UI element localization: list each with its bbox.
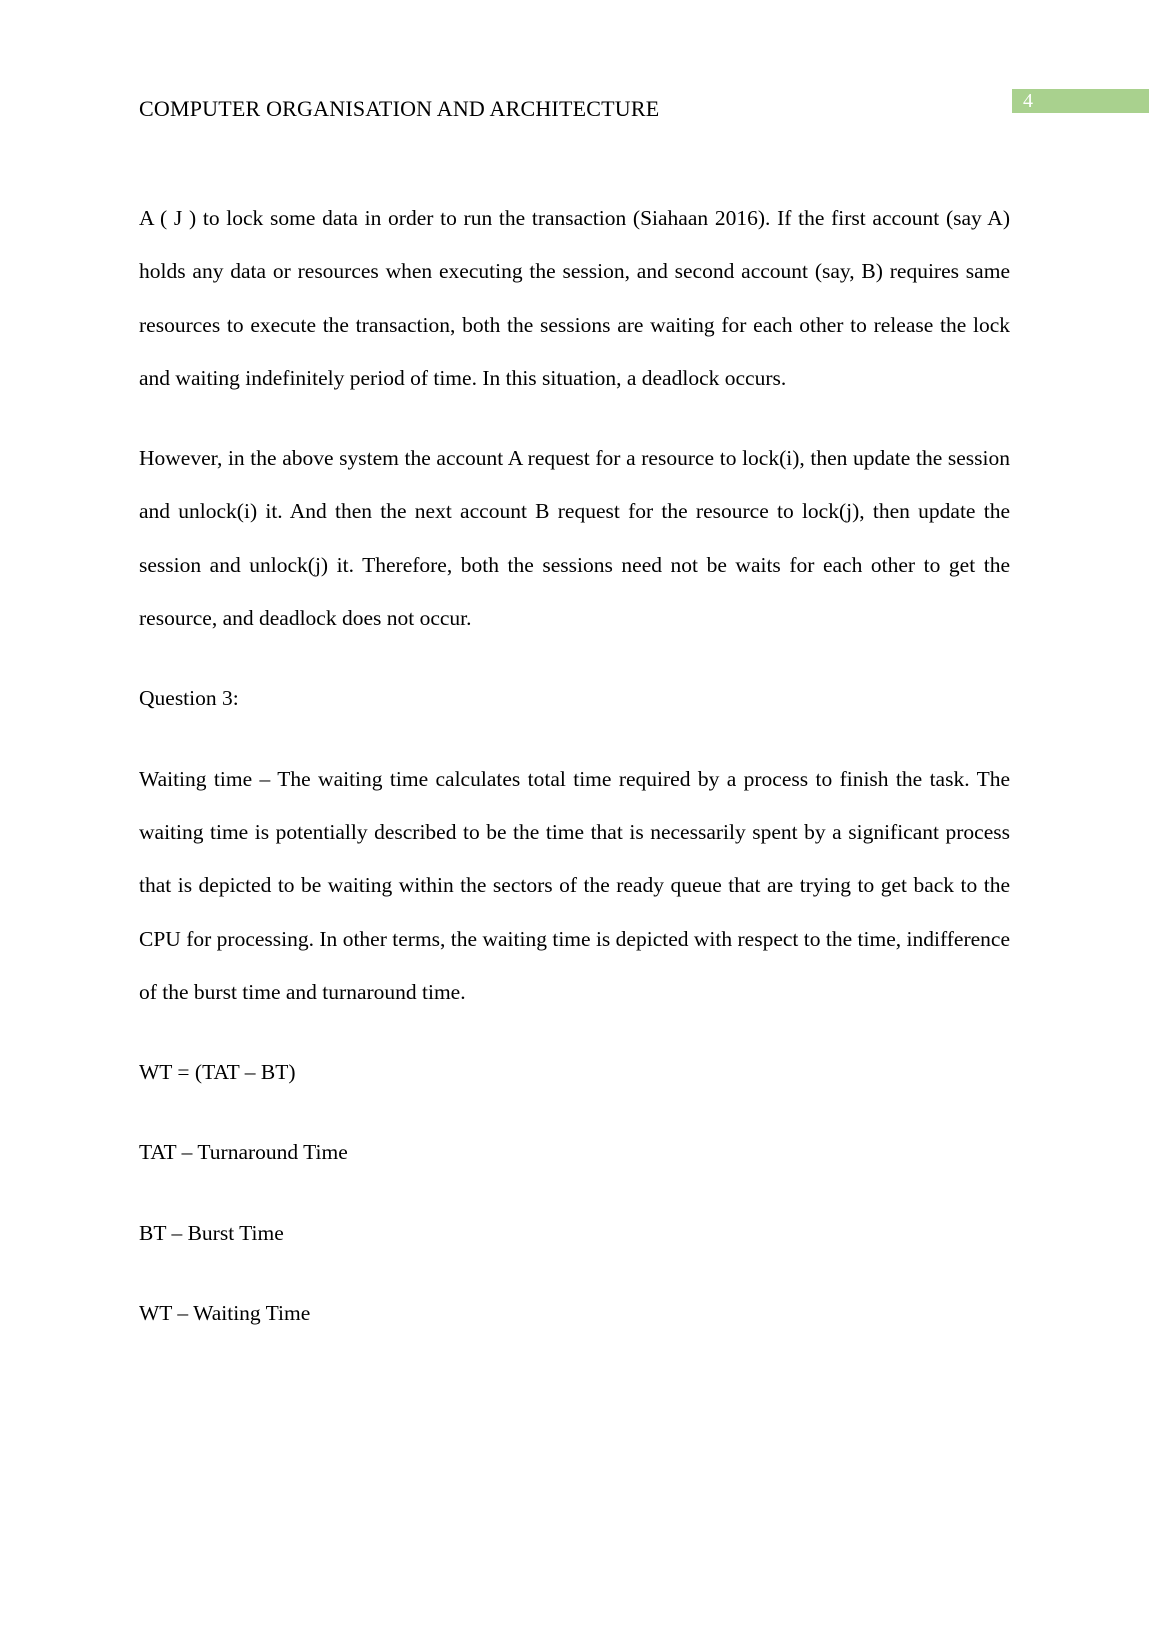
definition-bt: BT – Burst Time [139,1220,284,1245]
page-number-badge: 4 [1012,89,1149,113]
question-heading: Question 3: [139,686,239,711]
document-body [139,192,1010,1367]
paragraph-waiting-time: Waiting time – The waiting time calculates total time required by a process to finish the task. The waiting time is potentially described to be the time that is necessarily spent by a significant process that is depicted to be waiting within the sectors of the ready queue that are trying to get back to the CPU for processing. In other terms, the waiting time is depicted with respect to the time, indifference of the burst time and turnaround time. [139,766,1010,1004]
paragraph-deadlock-avoidance: However, in the above system the account A request for a resource to lock(i), then update the session and unlock(i) it. And then the next account B request for the resource to lock(j), then update the session and unlock(j) it. Therefore, both the sessions need not be waits for each other to get the resource, and deadlock does not occur. [139,446,1010,631]
definition-tat: TAT – Turnaround Time [139,1140,348,1165]
definition-wt: WT – Waiting Time [139,1301,311,1326]
formula-line: WT = (TAT – BT) [139,1060,296,1085]
paragraph-deadlock-description: A ( J ) to lock some data in order to run the transaction (Siahaan 2016). If the first account (say A) holds any data or resources when executing the session, and second account (say, B) requires same resources to execute the transaction, both the sessions are waiting for each other to release the lock and waiting indefinitely period of time. In this situation, a deadlock occurs. [139,206,1010,390]
running-header-title: COMPUTER ORGANISATION AND ARCHITECTURE [139,96,660,121]
